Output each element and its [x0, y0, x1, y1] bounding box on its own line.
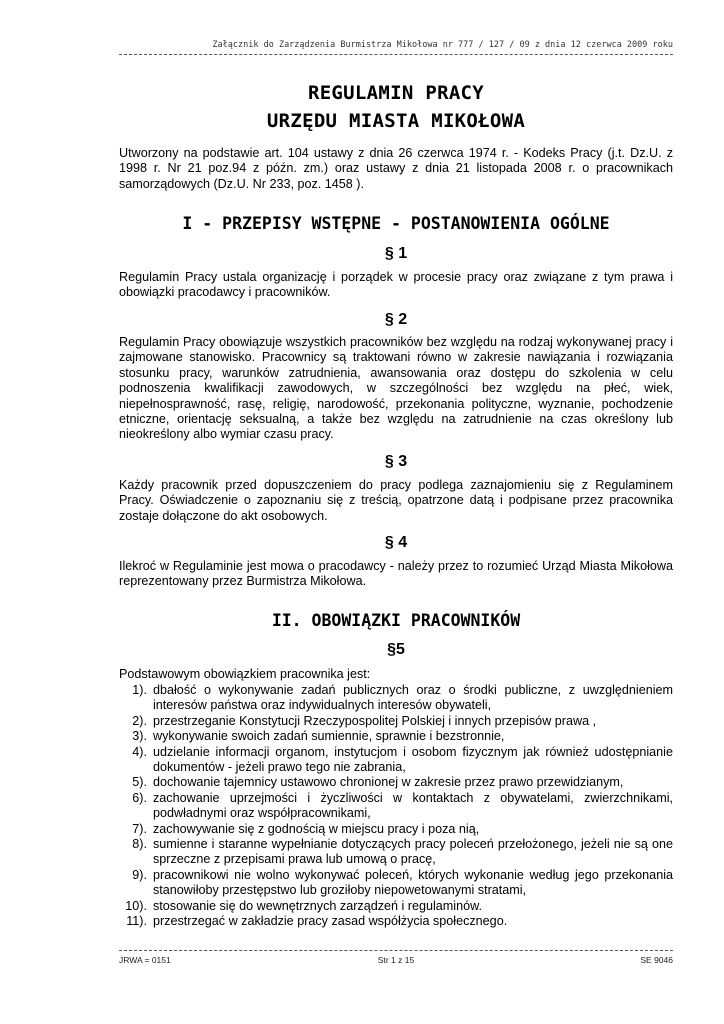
paragraph-2-text: Regulamin Pracy obowiązuje wszystkich pracowników bez względu na rodzaj wykonywanej pracy i zajmowane stanowisko. Pracownicy są traktowani równo w zakresie nawiązania i rozwiązania stosunku pracy, warunków zatrudnienia, awansowania oraz dostępu do szkolenia w celu podnoszenia kwalifikacji zawodowych, w szczególności bez względu na płeć, wiek, niepełnosprawność, rasę, religię, narodowość, przekonania polityczne, wyznanie, pochodzenie etniczne, orientację seksualną, a także bez względu na zatrudnienie na czas określony lub nieokreślony albo wymiar czasu pracy. [119, 335, 673, 442]
duties-list [119, 683, 673, 930]
list-item: 6). zachowanie uprzejmości i życzliwości w kontaktach z obywatelami, zwierzchnikami, podwładnymi oraz współpracownikami, [132, 790, 673, 821]
list-item: 7). zachowywanie się z godnością w miejscu pracy i poza nią, [132, 821, 480, 836]
list-item: 1). dbałość o wykonywanie zadań publicznych oraz o środki publiczne, z uwzględnieniem interesów państwa oraz indywidualnych interesów obywateli, [132, 683, 673, 713]
paragraph-sign-2: § 2 [384, 311, 408, 328]
paragraph-3-text: Każdy pracownik przed dopuszczeniem do pracy podlega zaznajomieniu się z Regulaminem Pracy. Oświadczenie o zapoznaniu się z treścią, opatrzone datą i podpisane przez pracownika zostaje dołączone do akt osobowych. [119, 478, 673, 523]
list-item: 10). stosowanie się do wewnętrznych zarządzeń i regulaminów. [125, 898, 483, 913]
footer-jrwa-code: JRWA = 0151 [119, 955, 171, 965]
list-item: 8). sumienne i staranne wypełnianie dotyczących pracy poleceń przełożonego, jeżeli nie są one sprzeczne z przepisami prawa lub umową o pracę, [132, 837, 673, 867]
header-attachment-note: Załącznik do Zarządzenia Burmistrza Mikołowa nr 777 / 127 / 09 z dnia 12 czerwca 2009 roku [212, 40, 673, 50]
paragraph-sign-4: § 4 [384, 534, 408, 551]
list-item: 4). udzielanie informacji organom, instytucjom i osobom fizycznym jak również udostępnianie dokumentów - jeżeli prawo tego nie zabrania, [132, 744, 673, 775]
paragraph-1-text: Regulamin Pracy ustala organizację i porządek w procesie pracy oraz związane z tym prawa i obowiązki pracodawcy i pracowników. [119, 270, 673, 300]
section-1-title: I - PRZEPISY WSTĘPNE - POSTANOWIENIA OGÓLNE [182, 214, 610, 233]
list-item: 11). przestrzegać w zakładzie pracy zasad współżycia społecznego. [126, 914, 508, 929]
footer-page-number: Str 1 z 15 [377, 955, 415, 965]
paragraph-sign-5: §5 [387, 641, 405, 658]
list-item: 9). pracownikowi nie wolno wykonywać poleceń, których wykonanie według jego przekonania stanowiłoby przestępstwo lub groziłoby niepowetowanymi stratami, [132, 867, 673, 898]
intro-paragraph: Utworzony na podstawie art. 104 ustawy z dnia 26 czerwca 1974 r. - Kodeks Pracy (j.t. Dz.U. z 1998 r. Nr 21 poz.94 z późn. zm.) oraz ustawy z dnia 21 listopada 2008 r. o pracownikach samorządowych (Dz.U. Nr 233, poz. 1458 ). [119, 146, 673, 191]
paragraph-sign-3: § 3 [384, 453, 408, 470]
list-item: 3). wykonywanie swoich zadań sumiennie, sprawnie i bezstronnie, [132, 729, 505, 744]
list-item: 2). przestrzeganie Konstytucji Rzeczypospolitej Polskiej i innych przepisów prawa , [132, 713, 597, 728]
footer-document-code: SE 9046 [640, 955, 673, 965]
header-divider [119, 54, 673, 55]
paragraph-4-text: Ilekroć w Regulaminie jest mowa o pracodawcy - należy przez to rozumieć Urząd Miasta Mikołowa reprezentowany przez Burmistrza Mikołowa. [119, 559, 673, 589]
document-title-line1: REGULAMIN PRACY [307, 82, 485, 104]
paragraph-sign-1: § 1 [384, 245, 408, 262]
footer-divider [119, 950, 673, 951]
section-2-title: II. OBOWIĄZKI PRACOWNIKÓW [271, 611, 521, 630]
document-title-line2: URZĘDU MIASTA MIKOŁOWA [266, 110, 526, 132]
paragraph-5-lead: Podstawowym obowiązkiem pracownika jest: [119, 667, 371, 681]
list-item: 5). dochowanie tajemnicy ustawowo chronionej w zakresie przez prawo przewidzianym, [132, 775, 624, 790]
